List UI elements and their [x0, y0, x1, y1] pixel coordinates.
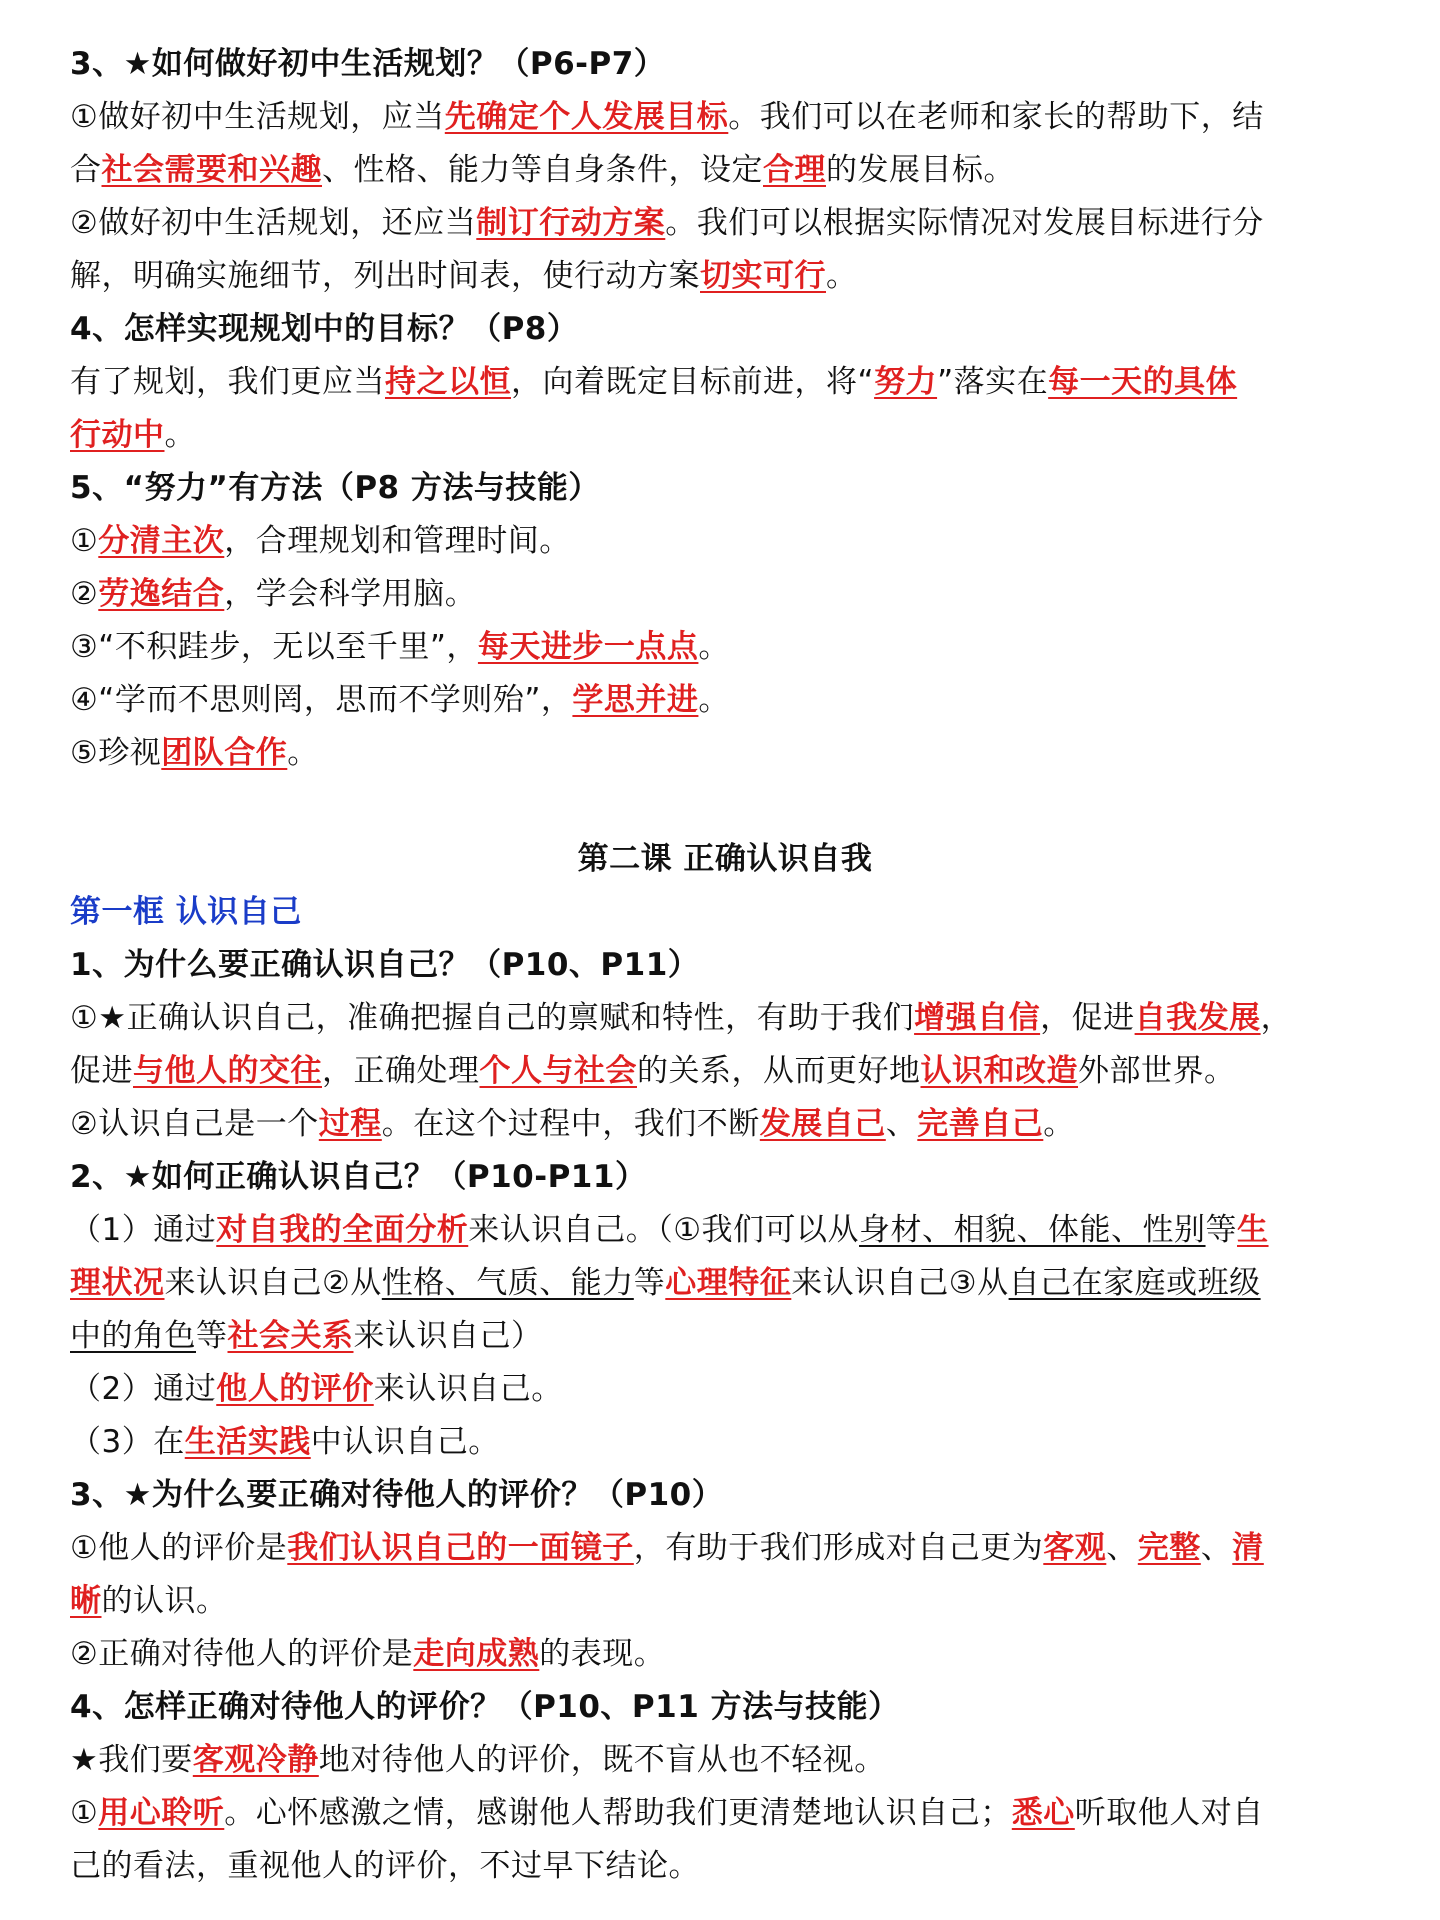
text: ①	[70, 523, 99, 559]
text: ，	[1260, 1000, 1293, 1036]
question-4-heading: 4、怎样实现规划中的目标？（P8）	[70, 311, 579, 347]
text: 外部世界。	[1078, 1053, 1236, 1089]
paragraph-line	[70, 1575, 1380, 1628]
key-point: 用心聆听	[98, 1795, 225, 1831]
text: 促进	[70, 1053, 133, 1089]
method-item	[70, 674, 1380, 727]
text: ②做好初中生活规划，还应当	[70, 205, 477, 241]
key-point: 努力	[874, 364, 938, 400]
text: ②认识自己是一个	[70, 1106, 319, 1142]
text: ”落实在	[937, 364, 1049, 400]
text: ①做好初中生活规划，应当	[70, 99, 445, 135]
text: 解，明确实施细节，列出时间表，使行动方案	[70, 258, 700, 294]
text: 。我们可以根据实际情况对发展目标进行分	[665, 205, 1264, 241]
key-point: 社会关系	[227, 1318, 354, 1354]
underlined-text: 中的角色	[70, 1318, 196, 1354]
key-point: 理状况	[70, 1265, 165, 1301]
key-point: 分清主次	[98, 523, 225, 559]
key-point: 社会需要和兴趣	[101, 152, 322, 188]
paragraph-line	[70, 1416, 1380, 1469]
text: 来认识自己③从	[791, 1265, 1009, 1301]
paragraph-line	[70, 1257, 1380, 1310]
text: 。	[287, 735, 319, 771]
key-point: 过程	[318, 1106, 382, 1142]
key-point: 发展自己	[759, 1106, 886, 1142]
paragraph-line	[70, 1363, 1380, 1416]
text: 中认识自己。	[310, 1424, 500, 1460]
key-point: 走向成熟	[413, 1636, 540, 1672]
underlined-text: 自己在家庭或班级	[1008, 1265, 1261, 1301]
text: 来认识自己）	[353, 1318, 543, 1354]
key-point: 行动中	[70, 417, 165, 453]
text: 。	[698, 682, 730, 718]
frame-title: 第一框 认识自己	[70, 894, 302, 930]
text: 。	[164, 417, 196, 453]
paragraph-line	[70, 144, 1380, 197]
key-point: 制订行动方案	[476, 205, 666, 241]
method-item	[70, 727, 1380, 780]
text: （2）通过	[70, 1371, 217, 1407]
text: 来认识自己。	[373, 1371, 563, 1407]
text: ①★正确认识自己，准确把握自己的禀赋和特性，有助于我们	[70, 1000, 915, 1036]
key-point: 完善自己	[917, 1106, 1044, 1142]
method-item	[70, 568, 1380, 621]
key-point: 晰	[70, 1583, 102, 1619]
text: ，有助于我们形成对自己更为	[633, 1530, 1044, 1566]
underlined-text: 身材、相貌、体能、性别	[859, 1212, 1206, 1248]
text: ②正确对待他人的评价是	[70, 1636, 414, 1672]
text: 的发展目标。	[826, 152, 1015, 188]
text: 。心怀感激之情，感谢他人帮助我们更清楚地认识自己；	[224, 1795, 1012, 1831]
paragraph-line	[70, 992, 1380, 1045]
key-point: 切实可行	[700, 258, 826, 294]
text: ①	[70, 1795, 99, 1831]
text: 。	[1043, 1106, 1075, 1142]
text: ，正确处理	[322, 1053, 480, 1089]
question-1-heading: 1、为什么要正确认识自己？（P10、P11）	[70, 947, 700, 983]
key-point: 客观冷静	[192, 1742, 319, 1778]
paragraph-line	[70, 1204, 1380, 1257]
text: 、	[1106, 1530, 1138, 1566]
text: ④“学而不思则罔，思而不学则殆”，	[70, 682, 573, 718]
text: ③“不积跬步，无以至千里”，	[70, 629, 478, 665]
key-point: 清	[1232, 1530, 1264, 1566]
text: 有了规划，我们更应当	[70, 364, 385, 400]
text: 等	[633, 1265, 666, 1301]
text: 的表现。	[539, 1636, 666, 1672]
text: 。	[698, 629, 730, 665]
key-point: 每天进步一点点	[477, 629, 699, 665]
paragraph-line	[70, 1098, 1380, 1151]
paragraph-line	[70, 91, 1380, 144]
text: 、性格、能力等自身条件，设定	[322, 152, 763, 188]
key-point: 团队合作	[161, 735, 288, 771]
text: ，合理规划和管理时间。	[224, 523, 571, 559]
text: 。我们可以在老师和家长的帮助下，结	[728, 99, 1264, 135]
question-2-heading: 2、★如何正确认识自己？（P10-P11）	[70, 1159, 647, 1195]
paragraph-line	[70, 1310, 1380, 1363]
key-point: 合理	[763, 152, 826, 188]
key-point: 完整	[1137, 1530, 1201, 1566]
paragraph-line	[70, 1734, 1380, 1787]
key-point: 悉心	[1011, 1795, 1075, 1831]
paragraph-line	[70, 356, 1380, 409]
text: 。	[826, 258, 858, 294]
underlined-text: 性格、气质、能力	[381, 1265, 634, 1301]
question-3-heading: 3、★如何做好初中生活规划？（P6-P7）	[70, 46, 666, 82]
text: 地对待他人的评价，既不盲从也不轻视。	[318, 1742, 886, 1778]
key-point: 心理特征	[665, 1265, 792, 1301]
text: 来认识自己②从	[164, 1265, 382, 1301]
key-point: 先确定个人发展目标	[444, 99, 729, 135]
paragraph-line	[70, 1628, 1380, 1681]
text: 、	[1200, 1530, 1233, 1566]
key-point: 个人与社会	[479, 1053, 637, 1089]
paragraph-line	[70, 197, 1380, 250]
text: 等	[196, 1318, 228, 1354]
key-point: 生活实践	[184, 1424, 311, 1460]
question-4b-heading: 4、怎样正确对待他人的评价？（P10、P11 方法与技能）	[70, 1689, 900, 1725]
key-point: 客观	[1043, 1530, 1107, 1566]
spacer	[70, 780, 1380, 833]
text: （3）在	[70, 1424, 185, 1460]
paragraph-line	[70, 1840, 1380, 1893]
key-point: 劳逸结合	[98, 576, 225, 612]
text: 、	[885, 1106, 918, 1142]
paragraph-line	[70, 409, 1380, 462]
key-point: 认识和改造	[920, 1053, 1078, 1089]
key-point: 我们认识自己的一面镜子	[287, 1530, 634, 1566]
text: ，学会科学用脑。	[224, 576, 477, 612]
paragraph-line	[70, 1045, 1380, 1098]
key-point: 自我发展	[1134, 1000, 1261, 1036]
question-3b-heading: 3、★为什么要正确对待他人的评价？（P10）	[70, 1477, 724, 1513]
key-point: 持之以恒	[385, 364, 511, 400]
text: 等	[1205, 1212, 1238, 1248]
key-point: 生	[1237, 1212, 1269, 1248]
paragraph-line	[70, 250, 1380, 303]
text: 来认识自己。（①我们可以从	[468, 1212, 860, 1248]
lesson-title: 第二课 正确认识自我	[577, 841, 873, 877]
question-5-heading: 5、“努力”有方法（P8 方法与技能）	[70, 470, 600, 506]
paragraph-line	[70, 1787, 1380, 1840]
text: ，促进	[1040, 1000, 1135, 1036]
text: 的认识。	[101, 1583, 228, 1619]
paragraph-line	[70, 1522, 1380, 1575]
key-point: 每一天的具体	[1048, 364, 1238, 400]
text: 听取他人对自	[1074, 1795, 1264, 1831]
text: 。在这个过程中，我们不断	[381, 1106, 760, 1142]
key-point: 对自我的全面分析	[216, 1212, 469, 1248]
text: ①他人的评价是	[70, 1530, 288, 1566]
method-item	[70, 515, 1380, 568]
method-item	[70, 621, 1380, 674]
text: ⑤珍视	[70, 735, 162, 771]
text: （1）通过	[70, 1212, 217, 1248]
text: ★我们要	[70, 1742, 193, 1778]
key-point: 他人的评价	[216, 1371, 374, 1407]
text: 的关系，从而更好地	[637, 1053, 921, 1089]
key-point: 与他人的交往	[133, 1053, 322, 1089]
text: 己的看法，重视他人的评价，不过早下结论。	[70, 1848, 700, 1884]
key-point: 增强自信	[914, 1000, 1041, 1036]
text: ，向着既定目标前进，将“	[511, 364, 875, 400]
key-point: 学思并进	[572, 682, 699, 718]
text: 合	[70, 152, 102, 188]
text: ②	[70, 576, 99, 612]
